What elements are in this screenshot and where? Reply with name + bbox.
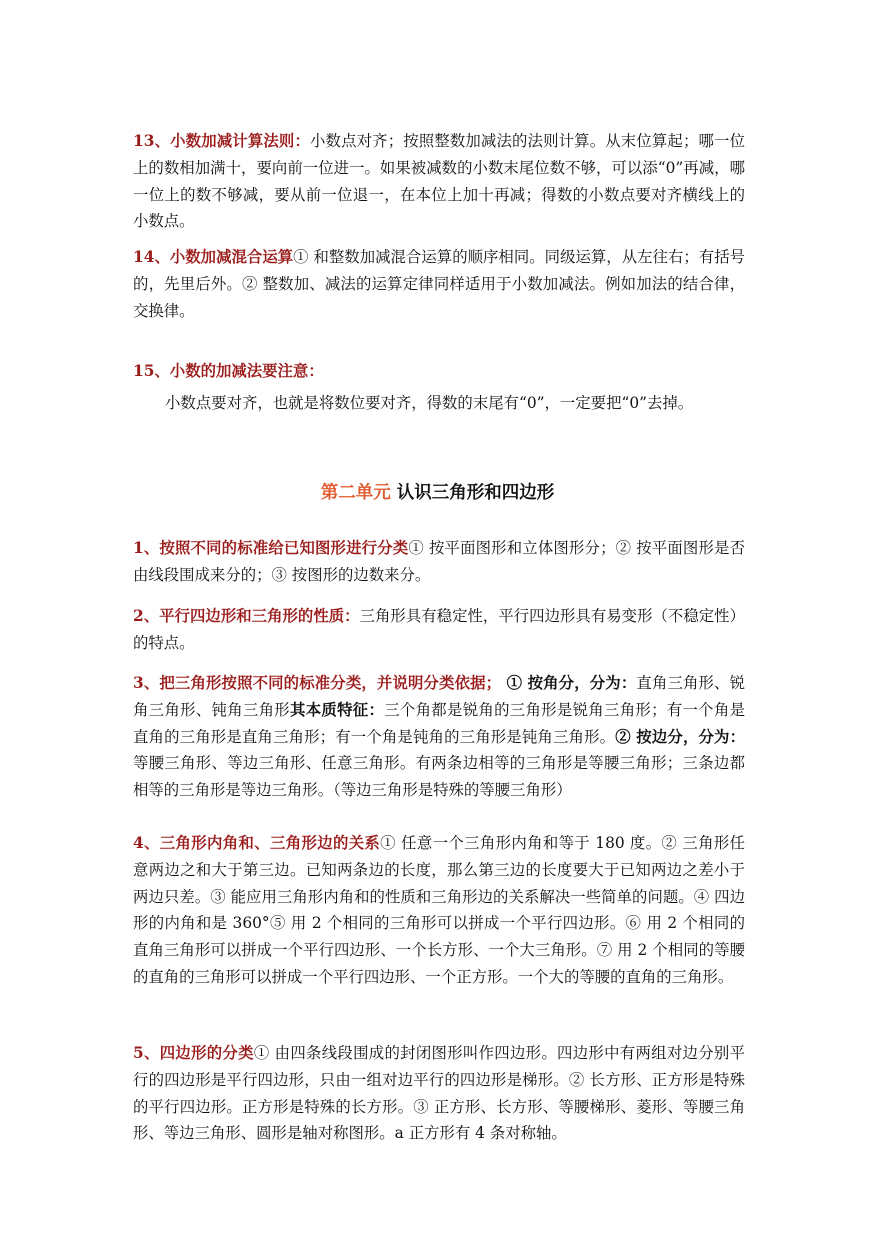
unit2-item-4-heading: 4、三角形内角和、三角形边的关系: [133, 834, 381, 852]
unit2-item-3-essence-text: 三个角都是锐角的三角形是锐角三角形；有一个角是直角的三角形是直角三角形；有一个角是钝角的三角形是钝角三角形。: [133, 700, 745, 746]
item-14-paragraph: [133, 244, 745, 324]
unit-2-title: [0, 480, 875, 506]
unit-2-name: 认识三角形和四边形: [390, 483, 555, 503]
unit2-item-5-heading: 5、四边形的分类: [133, 1044, 254, 1062]
unit2-item-3-paragraph: [133, 670, 745, 804]
unit2-item-1-paragraph: [133, 535, 745, 589]
unit-2-label: 第二单元: [320, 483, 391, 503]
unit2-item-3-by-angle-label: ① 按角分，分为：: [501, 674, 637, 692]
unit2-item-5-paragraph: [133, 1040, 745, 1147]
item-15-paragraph: [133, 390, 745, 417]
unit2-item-3-heading: 3、把三角形按照不同的标准分类，并说明分类依据；: [133, 674, 502, 692]
item-15-heading: 15、小数的加减法要注意：: [133, 362, 324, 380]
item-13-heading: 13、小数加减计算法则：: [133, 132, 310, 150]
unit2-item-2-heading: 2、平行四边形和三角形的性质：: [133, 607, 360, 625]
unit2-item-1-heading: 1、按照不同的标准给已知图形进行分类: [133, 539, 409, 557]
unit2-item-4-paragraph: [133, 830, 745, 991]
unit2-item-1-text: ① 按平面图形和立体图形分；② 按平面图形是否由线段围成来分的；③ 按图形的边数来分。: [133, 539, 745, 584]
unit2-item-2-text: 三角形具有稳定性，平行四边形具有易变形（不稳定性）的特点。: [133, 607, 745, 652]
item-13-text: 小数点对齐；按照整数加减法的法则计算。从末位算起；哪一位上的数相加满十，要向前一位进一。如果被减数的小数末尾位数不够，可以添“0”再减，哪一位上的数不够减，要从前一位退一，在本位上加十再减；得数的小数点要对齐横线上的小数点。: [133, 132, 745, 231]
unit2-item-4-text: ① 任意一个三角形内角和等于 180 度。② 三角形任意两边之和大于第三边。已知两条边的长度，那么第三边的长度要大于已知两边之差小于两边只差。③ 能应用三角形内角和的性质和三角形边的关系解决一些简单的问题。④ 四边形的内角和是 360°⑤ 用 2 个相同的三角形可以拼成一个平行四边形。⑥ 用 2 个相同的直角三角形可以拼成一个平行四边形、一个长方形、一个大三角形。⑦ 用 2 个相同的等腰的直角的三角形可以拼成一个平行四边形、一个正方形。一个大的等腰的直角的三角形。: [133, 834, 745, 986]
item-15-heading-line: [133, 358, 745, 385]
unit2-item-3-by-angle-text: 直角三角形、锐角三角形、钝角三角形: [133, 674, 745, 719]
item-13-paragraph: [133, 128, 745, 235]
unit2-item-5-text: ① 由四条线段围成的封闭图形叫作四边形。四边形中有两组对边分别平行的四边形是平行四边形，只由一组对边平行的四边形是梯形。② 长方形、正方形是特殊的平行四边形。正方形是特殊的长方形。③ 正方形、长方形、等腰梯形、菱形、等腰三角形、等边三角形、圆形是轴对称图形。a 正方形有 4 条对称轴。: [133, 1044, 745, 1143]
unit2-item-3-by-side-label: ② 按边分，分为：: [615, 727, 745, 746]
unit2-item-2-paragraph: [133, 603, 745, 657]
item-15-text: 小数点要对齐，也就是将数位要对齐，得数的末尾有“0”，一定要把“0”去掉。: [165, 394, 694, 412]
item-14-text: ① 和整数加减混合运算的顺序相同。同级运算，从左往右；有括号的，先里后外。② 整数加、减法的运算定律同样适用于小数加减法。例如加法的结合律，交换律。: [133, 248, 745, 320]
unit2-item-3-essence-label: 其本质特征：: [290, 700, 385, 719]
unit2-item-3-by-side-text: 等腰三角形、等边三角形、任意三角形。有两条边相等的三角形是等腰三角形；三条边都相等的三角形是等边三角形。（等边三角形是特殊的等腰三角形）: [133, 754, 745, 800]
item-14-heading: 14、小数加减混合运算: [133, 248, 294, 266]
